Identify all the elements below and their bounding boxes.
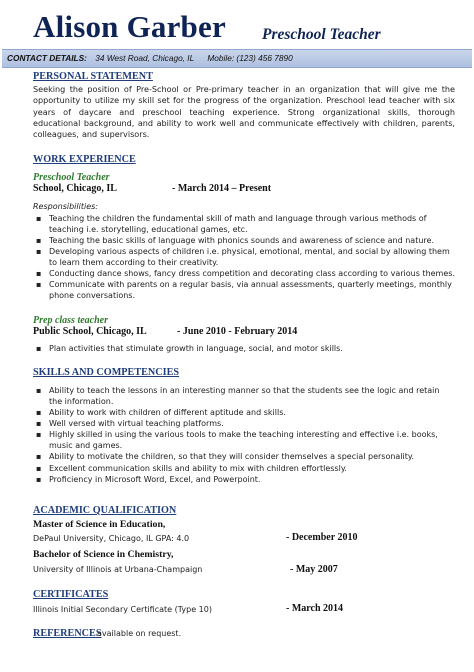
contact-label: CONTACT DETAILS:: [7, 53, 87, 63]
section-title-work-experience: WORK EXPERIENCE: [33, 154, 136, 165]
job-employer: School, Chicago, IL: [33, 183, 117, 194]
list-item: ▪ Conducting dance shows, fancy dress competition and decorating class according to various themes.: [33, 269, 455, 280]
list-item: ▪ Developing various aspects of children i.e. physical, emotional, mental, and social by allowing them to learn them according to their creativity.: [33, 247, 455, 269]
contact-address: 34 West Road, Chicago, IL: [95, 53, 195, 63]
job-title: Preschool Teacher: [33, 172, 110, 183]
personal-statement-text: Seeking the position of Pre-School or Pre-primary teacher in an organization that will give me the opportunity to utilize my skill set for the progress of the organization. Preschool lead teacher with six years of daycare and preschool teaching experience. Strong organizational skills, thorough educational background, and ability to work well and communicate effectively with children, parents, colleagues, and supervisors.: [33, 84, 455, 140]
section-title-certificates: CERTIFICATES: [33, 589, 109, 600]
section-title-skills: SKILLS AND COMPETENCIES: [33, 367, 180, 378]
job-title: Prep class teacher: [33, 315, 108, 326]
list-item: ▪ Proficiency in Microsoft Word, Excel, and Powerpoint.: [33, 475, 455, 486]
certificate-name: Illinois Initial Secondary Certificate (Type 10): [33, 605, 212, 614]
list-item: ▪ Excellent communication skills and ability to mix with children effortlessly.: [33, 464, 455, 475]
job-responsibilities-list: [33, 344, 455, 355]
degree-name: Bachelor of Science in Chemistry,: [33, 549, 174, 560]
references-text: available on request.: [97, 629, 182, 638]
candidate-role: Preschool Teacher: [262, 26, 381, 43]
responsibilities-label: Responsibilities:: [33, 202, 98, 211]
certificate-date: - March 2014: [286, 603, 344, 614]
section-title-personal-statement: PERSONAL STATEMENT: [33, 71, 153, 82]
section-title-references: REFERENCES: [33, 628, 102, 639]
list-item: ▪ Ability to motivate the children, so that they will consider themselves a special personality.: [33, 452, 455, 463]
contact-bar: [2, 49, 472, 68]
job-dates: - March 2014 – Present: [172, 183, 272, 194]
candidate-name: Alison Garber: [33, 9, 226, 44]
list-item: ▪ Teaching the children the fundamental skill of math and language through various methods of teaching i.e. storytelling, educational games, etc.: [33, 214, 455, 236]
list-item: ▪ Well versed with virtual teaching platforms.: [33, 419, 455, 430]
degree-date: - May 2007: [290, 564, 338, 575]
section-title-education: ACADEMIC QUALIFICATION: [33, 505, 177, 516]
list-item: ▪ Plan activities that stimulate growth in language, social, and motor skills.: [33, 344, 455, 355]
resume-header: [33, 8, 453, 46]
list-item: ▪ Ability to work with children of different aptitude and skills.: [33, 408, 455, 419]
degree-school: DePaul University, Chicago, IL GPA: 4.0: [33, 534, 190, 543]
job-dates: - June 2010 - February 2014: [177, 326, 298, 337]
contact-mobile: Mobile: (123) 456 7890: [207, 53, 293, 63]
job-employer: Public School, Chicago, IL: [33, 326, 147, 337]
degree-name: Master of Science in Education,: [33, 519, 166, 530]
list-item: ▪ Ability to teach the lessons in an interesting manner so that the students see the logic and retain the information.: [33, 386, 455, 408]
degree-date: - December 2010: [286, 532, 358, 543]
list-item: ▪ Teaching the basic skills of language with phonics sounds and awareness of science and nature.: [33, 236, 455, 247]
degree-school: University of Illinois at Urbana-Champaign: [33, 565, 203, 574]
list-item: ▪ Highly skilled in using the various tools to make the teaching interesting and effective i.e. books, music and games.: [33, 430, 455, 452]
skills-list: [33, 386, 455, 486]
list-item: ▪ Communicate with parents on a regular basis, via annual assessments, quarterly meetings, monthly phone conversations.: [33, 280, 455, 302]
job-responsibilities-list: [33, 214, 455, 302]
